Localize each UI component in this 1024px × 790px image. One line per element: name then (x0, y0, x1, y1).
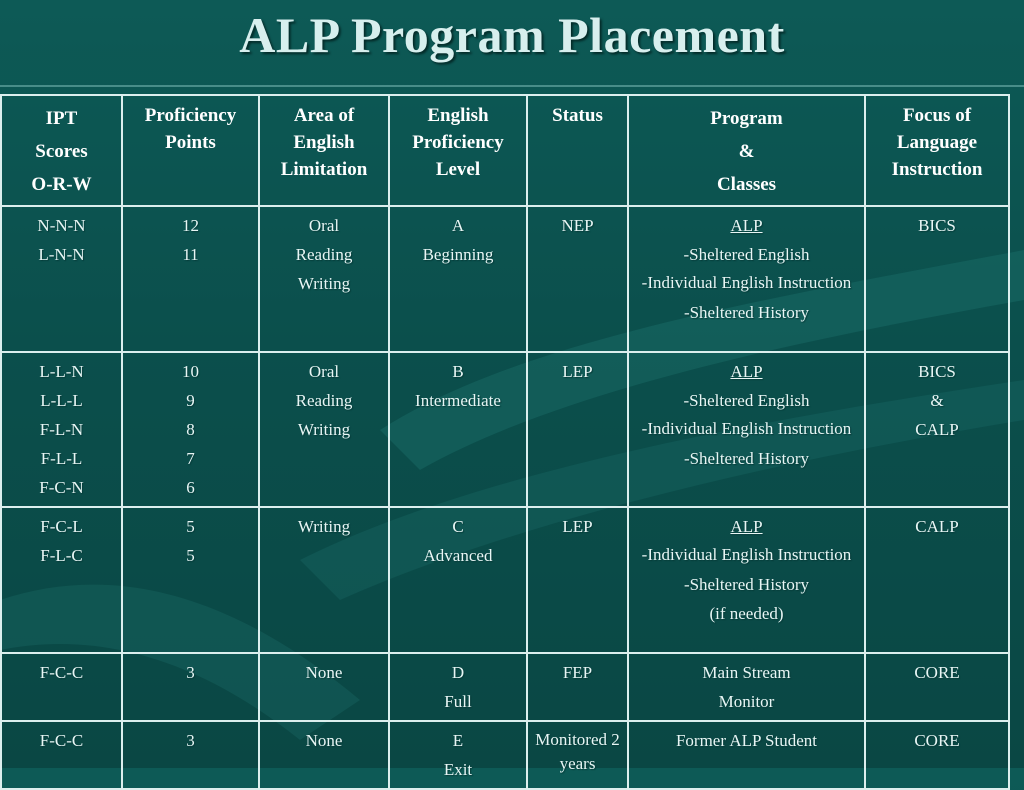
cell-scores: F-C-C (1, 653, 122, 721)
placement-table (0, 94, 1010, 790)
cell-level: B Intermediate (389, 352, 527, 507)
cell-program: ALP -Individual English Instruction -Sheltered History (if needed) (628, 507, 865, 653)
cell-program: ALP -Sheltered English -Individual English Instruction -Sheltered History (628, 206, 865, 352)
cell-level: D Full (389, 653, 527, 721)
header-proficiency-level: English Proficiency Level (389, 95, 527, 206)
cell-focus: CORE (865, 653, 1009, 721)
table-row (1, 507, 1009, 653)
cell-level: C Advanced (389, 507, 527, 653)
cell-status: NEP (527, 206, 628, 352)
header-status: Status (527, 95, 628, 206)
header-area-limitation: Area of English Limitation (259, 95, 389, 206)
header-focus-instruction: Focus of Language Instruction (865, 95, 1009, 206)
cell-level: E Exit (389, 721, 527, 789)
cell-points: 3 (122, 721, 259, 789)
title-divider (0, 85, 1024, 87)
table-row (1, 206, 1009, 352)
cell-area: Writing (259, 507, 389, 653)
cell-focus: CALP (865, 507, 1009, 653)
cell-points: 3 (122, 653, 259, 721)
cell-scores: N-N-N L-N-N (1, 206, 122, 352)
cell-scores: F-C-L F-L-C (1, 507, 122, 653)
cell-program: ALP -Sheltered English -Individual English Instruction -Sheltered History (628, 352, 865, 507)
cell-scores: F-C-C (1, 721, 122, 789)
cell-points: 12 11 (122, 206, 259, 352)
cell-area: Oral Reading Writing (259, 206, 389, 352)
cell-area: None (259, 721, 389, 789)
header-row (1, 95, 1009, 206)
cell-status: Monitored 2 years (527, 721, 628, 789)
page-title: ALP Program Placement (239, 7, 785, 63)
table-row (1, 721, 1009, 789)
header-program-classes: Program & Classes (628, 95, 865, 206)
cell-program: Main Stream Monitor (628, 653, 865, 721)
table-row (1, 653, 1009, 721)
cell-level: A Beginning (389, 206, 527, 352)
cell-scores: L-L-N L-L-L F-L-N F-L-L F-C-N (1, 352, 122, 507)
cell-points: 5 5 (122, 507, 259, 653)
cell-points: 10 9 8 7 6 (122, 352, 259, 507)
cell-program: Former ALP Student (628, 721, 865, 789)
cell-status: LEP (527, 507, 628, 653)
cell-focus: CORE (865, 721, 1009, 789)
header-proficiency-points: Proficiency Points (122, 95, 259, 206)
cell-area: None (259, 653, 389, 721)
cell-focus: BICS (865, 206, 1009, 352)
header-ipt-scores: IPT Scores O-R-W (1, 95, 122, 206)
cell-focus: BICS & CALP (865, 352, 1009, 507)
cell-status: FEP (527, 653, 628, 721)
cell-status: LEP (527, 352, 628, 507)
cell-area: Oral Reading Writing (259, 352, 389, 507)
table-row (1, 352, 1009, 507)
